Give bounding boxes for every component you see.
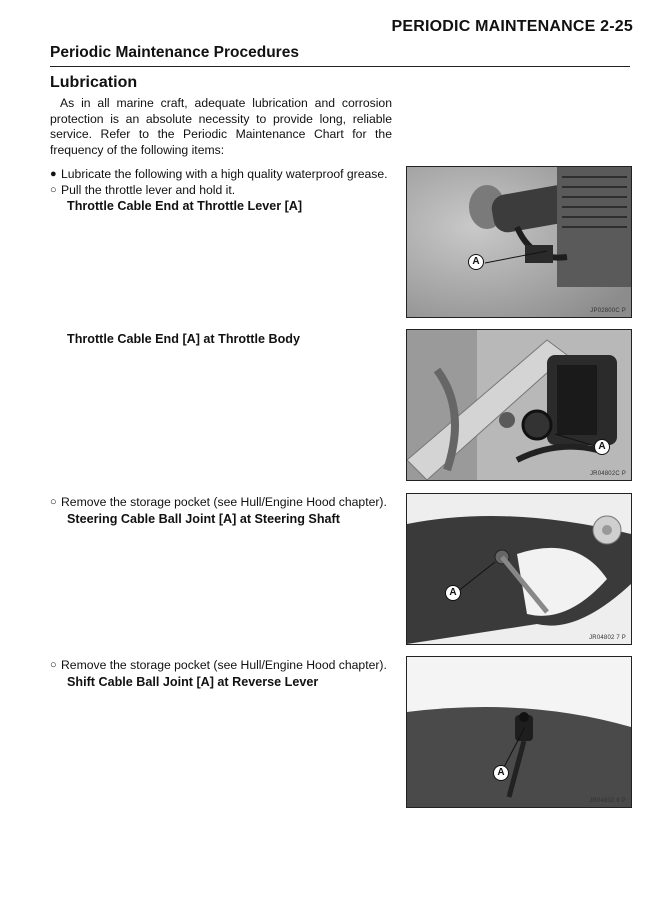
figure-photo-2 [406, 329, 632, 481]
figure-photo-3 [406, 493, 632, 645]
figure-caption-3: Steering Cable Ball Joint [A] at Steering Shaft [67, 511, 340, 526]
figure-photo-4 [406, 656, 632, 808]
figure-code-4: JR04802 8 P [589, 798, 626, 804]
step-text: Pull the throttle lever and hold it. [61, 182, 236, 197]
figure-callout-3: A [445, 585, 461, 601]
procedure-block-1 [50, 167, 392, 215]
bullet-open-icon: ○ [50, 496, 57, 508]
procedure-block-2 [50, 331, 392, 348]
bullet-open-icon: ○ [50, 183, 57, 196]
figure-code-1: JP02800C P [590, 308, 626, 314]
section-title: Periodic Maintenance Procedures [50, 44, 630, 67]
figure-caption-4: Shift Cable Ball Joint [A] at Reverse Lever [67, 674, 319, 689]
figure-callout-4: A [493, 765, 509, 781]
procedure-block-4 [50, 658, 392, 690]
lubrication-heading: Lubrication [50, 74, 138, 91]
page-header-title: PERIODIC MAINTENANCE 2-25 [391, 18, 633, 35]
step-remove-storage-pocket-2 [50, 658, 392, 674]
step-text: Remove the storage pocket (see Hull/Engine Hood chapter). [61, 495, 387, 509]
step-remove-storage-pocket-1 [50, 495, 392, 511]
lubrication-intro: As in all marine craft, adequate lubrication and corrosion protection is an absolute necessity to provide long, reliable service. Refer to the Periodic Maintenance Chart for the frequency of the following items: [50, 96, 392, 157]
step-lubricate [50, 167, 392, 183]
step-pull-throttle [50, 183, 392, 199]
figure-callout-1: A [468, 254, 484, 270]
figure-code-2: JR04802C P [589, 471, 626, 477]
procedure-block-3 [50, 495, 392, 527]
figure-caption-2: Throttle Cable End [A] at Throttle Body [67, 332, 300, 346]
figure-photo-1 [406, 166, 632, 318]
figure-code-3: JR04802 7 P [589, 635, 626, 641]
figure-caption-1: Throttle Cable End at Throttle Lever [A] [67, 199, 303, 214]
bullet-open-icon: ○ [50, 659, 57, 671]
figure-callout-2: A [594, 439, 610, 455]
bullet-filled-icon: ● [50, 168, 57, 180]
step-text: Remove the storage pocket (see Hull/Engine Hood chapter). [61, 658, 387, 672]
step-text: Lubricate the following with a high quality waterproof grease. [61, 167, 388, 181]
